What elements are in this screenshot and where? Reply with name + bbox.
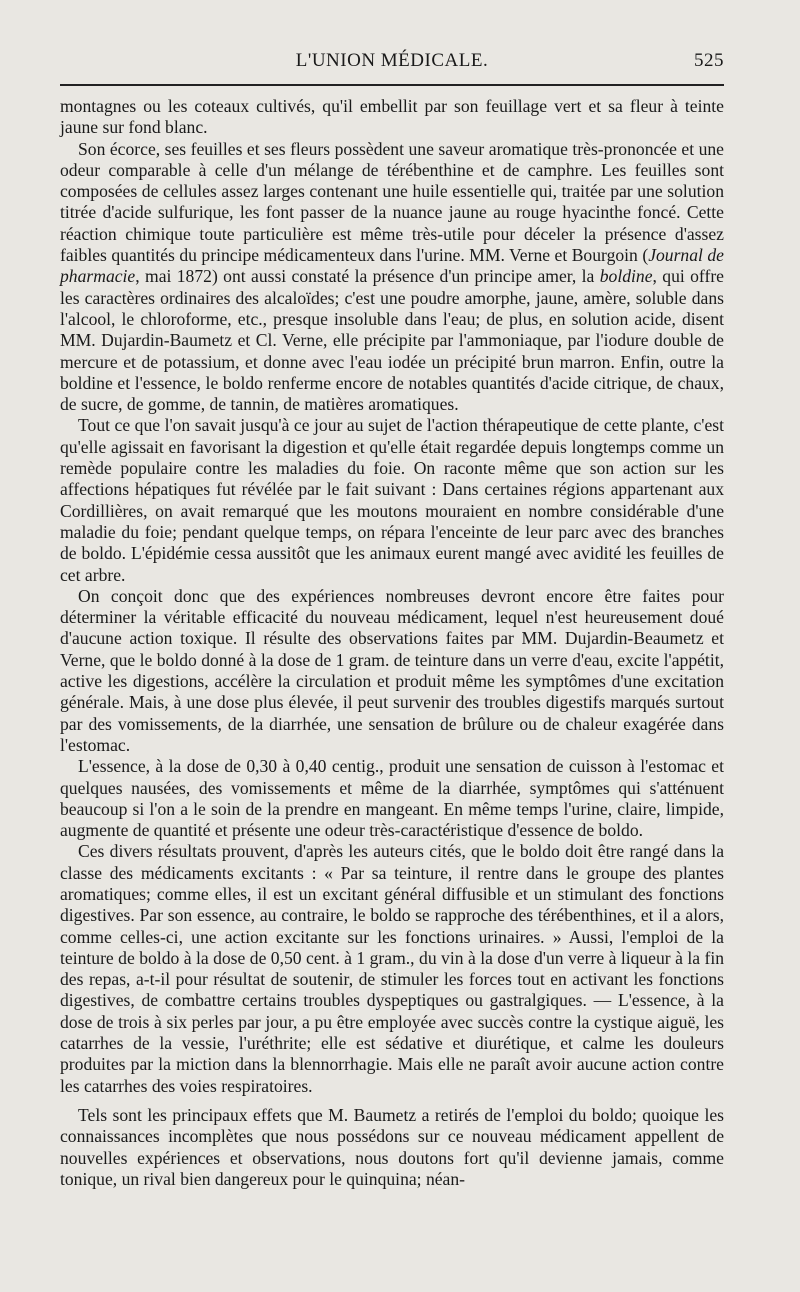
paragraph bbox=[60, 586, 724, 756]
running-head bbox=[60, 48, 724, 76]
text-run: Tout ce que l'on savait jusqu'à ce jour au sujet de l'action thérapeutique de cette plante, c'est qu'elle agissait en favorisant la digestion et qu'elle était regardée depuis longtemps comme un remède populaire contre les maladies du foie. On raconte même que son action sur les affections hépatiques fut révélée par le fait suivant : Dans certaines régions appartenant aux Cordillières, on avait remarqué que les moutons mouraient en nombre considérable d'une maladie du foie; pendant quelque temps, on répara l'enceinte de leur parc avec des branches de boldo. L'épidémie cessa aussitôt que les animaux eurent mangé avec avidité les feuilles de cet arbre. bbox=[60, 415, 724, 585]
text-run: Tels sont les principaux effets que M. Baumetz a retirés de l'emploi du boldo; quoique les connaissances incomplètes que nous possédons sur ce nouveau médicament appellent de nouvelles expériences et observations, nous doutons fort qu'il devienne jamais, comme tonique, un rival bien dangereux pour le quinquina; néan- bbox=[60, 1104, 724, 1189]
text-run: L'essence, à la dose de 0,30 à 0,40 centig., produit une sensation de cuisson à l'estomac et quelques nausées, des vomissements et même de la diarrhée, symptômes qui s'atténuent beaucoup si l'on a le soin de la prendre en mangeant. En même temps l'urine, claire, limpide, augmente de quantité et présente une odeur très-caractéristique d'essence de boldo. bbox=[60, 756, 724, 841]
italic-text: boldine bbox=[599, 266, 653, 287]
paragraph bbox=[60, 139, 724, 416]
text-run: On conçoit donc que des expériences nombreuses devront encore être faites pour déterminer la véritable efficacité du nouveau médicament, lequel n'est heureusement doué d'aucune action toxique. Il résulte des observations faites par MM. Dujardin-Beaumetz et Verne, que le boldo donné à la dose de 1 gram. de teinture dans un verre d'eau, excite l'appétit, active les digestions, accélère la circulation et produit même les symptômes d'une excitation générale. Mais, à une dose plus élevée, il peut survenir des troubles digestifs marqués surtout par des vomissements, de la diarrhée, une sensation de brûlure ou de chaleur exagérée dans l'estomac. bbox=[60, 585, 724, 755]
paragraph bbox=[60, 756, 724, 841]
text-run: , qui offre les caractères ordinaires des alcaloïdes; c'est une poudre amorphe, jaune, amère, soluble dans l'alcool, le chloroforme, etc., presque insoluble dans l'eau; de plus, en solution acide, disent MM. Dujardin-Baumetz et Cl. Verne, elle précipite par l'ammoniaque, par l'iodure double de mercure et de potassium, et donne avec l'eau iodée un précipité brun marron. Enfin, outre la boldine et l'essence, le boldo renferme encore de notables quantités d'acide citrique, de chaux, de sucre, de gomme, de tannin, de matières aromatiques. bbox=[60, 266, 724, 415]
paragraph bbox=[60, 1105, 724, 1190]
text-run: montagnes ou les coteaux cultivés, qu'il embellit par son feuillage vert et sa fleur à teinte jaune sur fond blanc. bbox=[60, 96, 724, 138]
header-rule bbox=[60, 84, 724, 86]
paragraph bbox=[60, 415, 724, 585]
text-run: , mai 1872) ont aussi constaté la présence d'un principe amer, la bbox=[135, 266, 600, 287]
text-run: Son écorce, ses feuilles et ses fleurs possèdent une saveur aromatique très-prononcée et une odeur comparable à celle d'un mélange de térébenthine et de camphre. Les feuilles sont composées de cellules assez larges contenant une huile essentielle qui, traitée par une solution titrée d'acide sulfurique, les font passer de la nuance jaune au rouge hyacinthe foncé. Cette réaction chimique toute particulière est même très-utile pour déceler la présence d'assez faibles quantités du principe médicamenteux dans l'urine. MM. Verne et Bourgoin ( bbox=[60, 138, 724, 266]
paragraph bbox=[60, 841, 724, 1097]
running-title: L'UNION MÉDICALE. bbox=[295, 50, 489, 71]
paragraph bbox=[60, 96, 724, 139]
page-number: 525 bbox=[694, 50, 724, 71]
body-text bbox=[60, 96, 724, 1190]
italic-text: Journal de pharmacie bbox=[60, 245, 724, 287]
text-run: Ces divers résultats prouvent, d'après les auteurs cités, que le boldo doit être rangé dans la classe des médicaments excitants : « Par sa teinture, il rentre dans le groupe des plantes aromatiques; comme elles, il est un excitant général diffusible et un stimulant des fonctions digestives. Par son essence, au contraire, le boldo se rapproche des térébenthines, et il a alors, comme celles-ci, une action excitante sur les fonctions urinaires. » Aussi, l'emploi de la teinture de boldo à la dose de 0,50 cent. à 1 gram., du vin à la dose d'un verre à liqueur à la fin des repas, a-t-il pour résultat de soutenir, de stimuler les forces tout en activant les fonctions digestives, de combattre certains troubles dyspeptiques ou gastralgiques. — L'essence, à la dose de trois à six perles par jour, a pu être employée avec succès contre la cystique aiguë, les catarrhes de la vessie, l'uréthrite; elle est sédative et diurétique, et calme les douleurs produites par la miction dans la blennorrhagie. Mais elle ne paraît avoir aucune action contre les catarrhes des voies respiratoires. bbox=[60, 841, 724, 1096]
